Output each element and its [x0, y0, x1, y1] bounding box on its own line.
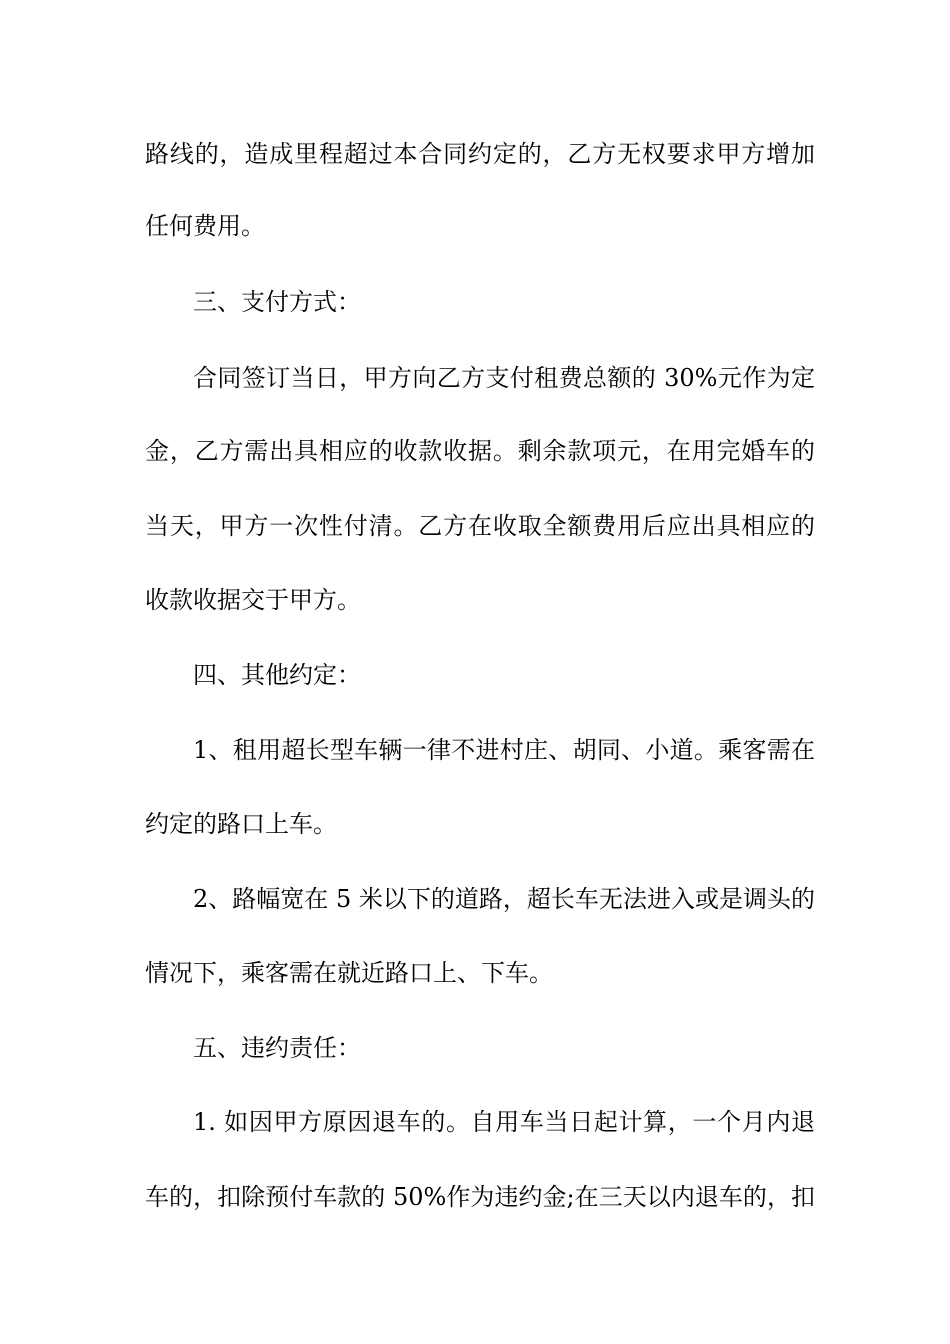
paragraph-line: 收款收据交于甲方。 [145, 586, 361, 614]
paragraph-line: 金，乙方需出具相应的收款收据。剩余款项元，在用完婚车的 [145, 437, 815, 465]
paragraph-line: 1、租用超长型车辆一律不进村庄、胡同、小道。乘客需在 [193, 736, 815, 764]
paragraph-line: 车的，扣除预付车款的 50%作为违约金;在三天以内退车的，扣 [145, 1183, 815, 1211]
paragraph-line: 约定的路口上车。 [145, 810, 337, 838]
paragraph-line: 情况下，乘客需在就近路口上、下车。 [145, 959, 553, 987]
paragraph-line: 合同签订当日，甲方向乙方支付租费总额的 30%元作为定 [193, 364, 815, 392]
paragraph-line: 当天，甲方一次性付清。乙方在收取全额费用后应出具相应的 [145, 512, 815, 540]
paragraph-line: 2、路幅宽在 5 米以下的道路，超长车无法进入或是调头的 [193, 885, 815, 913]
section-heading-other: 四、其他约定： [193, 661, 361, 689]
paragraph-line: 任何费用。 [145, 212, 265, 240]
section-heading-liability: 五、违约责任： [193, 1034, 361, 1062]
paragraph-line: 1. 如因甲方原因退车的。自用车当日起计算，一个月内退 [193, 1108, 815, 1136]
paragraph-line: 路线的，造成里程超过本合同约定的，乙方无权要求甲方增加 [145, 140, 815, 168]
section-heading-payment: 三、支付方式： [193, 288, 361, 316]
